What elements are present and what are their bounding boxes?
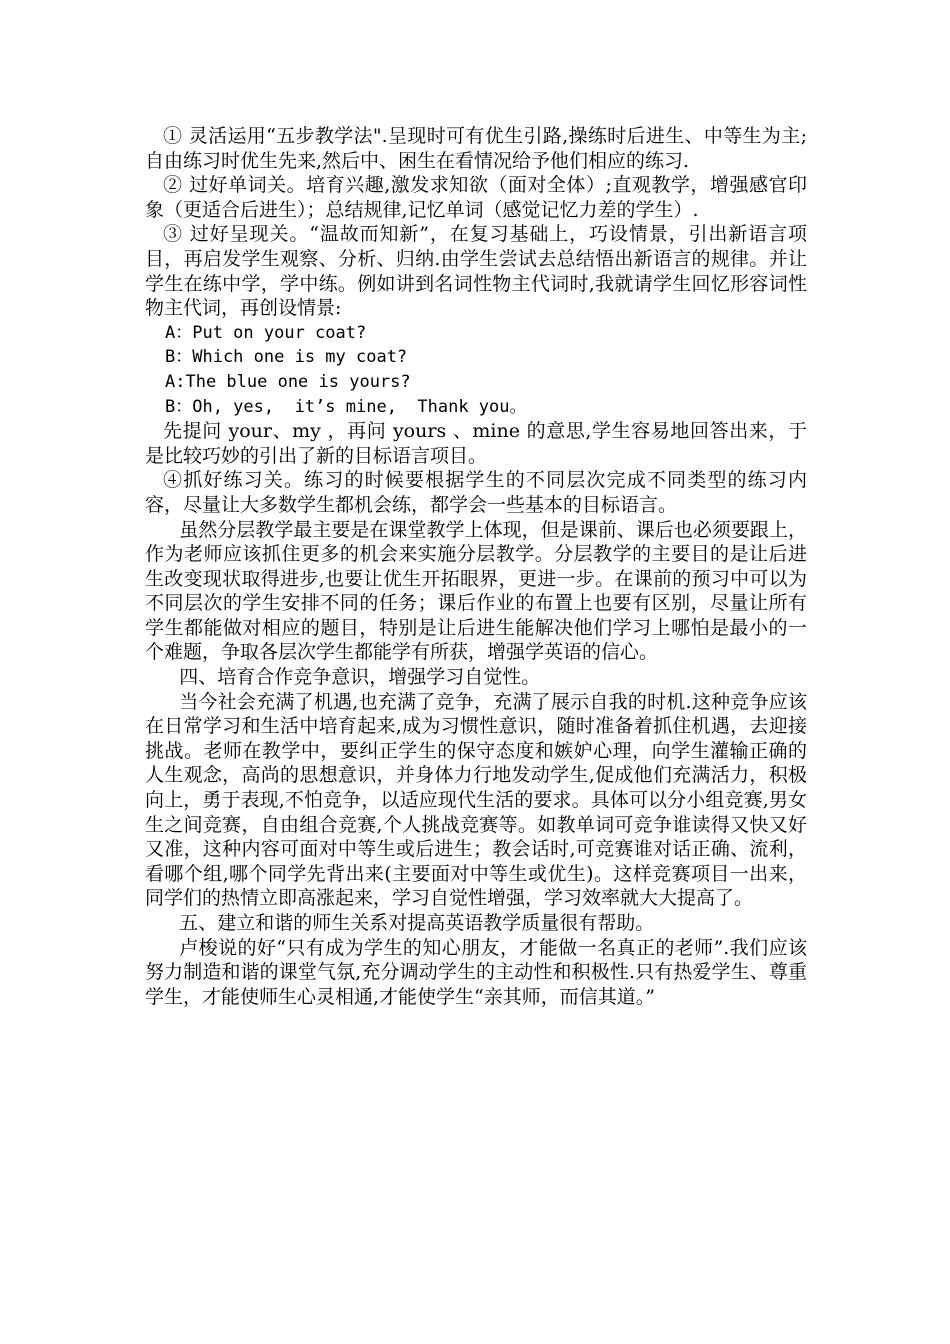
dialog-line: A：Put on your coat? (165, 322, 367, 343)
paragraph-layered-teaching: 虽然分层教学最主要是在课堂教学上体现，但是课前、课后也必须要跟上，作为老师应该抓住更多的机会来实施分层教学。分层教学的主要目的是让后进生改变现状取得进步,也要让优生开拓眼界，更进一步。在课前的预习中可以为不同层次的学生安排不同的任务；课后作业的布置上也要有区别，尽量让所有学生都能做对相应的题目，特别是让后进生能解决他们学习上哪怕是最小的一个难题，争取各层次学生都能学有所获，增强学英语的信心。 (145, 518, 807, 664)
paragraph-teacher-student: 卢梭说的好“只有成为学生的知心朋友，才能做一名真正的老师”.我们应该努力制造和谐的课堂气氛,充分调动学生的主动性和积极性.只有热爱学生、尊重学生，才能使师生心灵相通,才能使学生“亲其师，而信其道。” (145, 936, 807, 1008)
section-heading-five: 五、建立和谐的师生关系对提高英语教学质量很有帮助。 (179, 912, 655, 934)
dialog-line: A:The blue one is yours? (165, 371, 411, 392)
paragraph-vocabulary: ② 过好单词关。培育兴趣,激发求知欲（面对全体）;直观教学，增强感官印象（更适合后进生）；总结规律,记忆单词（感觉记忆力差的学生）. (145, 174, 807, 221)
paragraph-question-followup: 先提问 your、my ，再问 yours 、mine 的意思,学生容易地回答出来，于是比较巧妙的引出了新的目标语言项目。 (145, 420, 807, 467)
paragraph-practice: ④抓好练习关。练习的时候要根据学生的不同层次完成不同类型的练习内容，尽量让大多数学生都机会练，都学会一些基本的目标语言。 (145, 469, 807, 516)
paragraph-presentation: ③ 过好呈现关。“温故而知新”，在复习基础上，巧设情景，引出新语言项目，再启发学生观察、分析、归纳.由学生尝试去总结悟出新语言的规律。并让学生在练中学，学中练。例如讲到名词性物主代词时,我就请学生回忆形容词性物主代词，再创设情景: (145, 223, 807, 320)
dialog-example (145, 321, 807, 419)
dialog-line: B：Oh, yes, it’s mine, Thank you。 (165, 396, 527, 417)
paragraph-five-step-method: ① 灵活运用“五步教学法".呈现时可有优生引路,操练时后进生、中等生为主;自由练习时优生先来,然后中、困生在看情况给予他们相应的练习. (145, 125, 807, 172)
paragraph-competition: 当今社会充满了机遇,也充满了竞争，充满了展示自我的时机.这种竞争应该在日常学习和生活中培育起来,成为习惯性意识，随时准备着抓住机遇，去迎接挑战。老师在教学中，要纠正学生的保守态度和嫉妒心理，向学生灌输正确的人生观念，高尚的思想意识，并身体力行地发动学生,促成他们充满活力，积极向上，勇于表现,不怕竞争，以适应现代生活的要求。具体可以分小组竞赛,男女生之间竞赛，自由组合竞赛,个人挑战竞赛等。如教单词可竞争谁读得又快又好又准，这种内容可面对中等生或后进生；教会话时,可竞赛谁对话正确、流利，看哪个组,哪个同学先背出来(主要面对中等生或优生)。这样竞赛项目一出来，同学们的热情立即高涨起来，学习自觉性增强，学习效率就大大提高了。 (145, 690, 807, 910)
document-body (145, 124, 807, 1009)
dialog-line: B：Which one is my coat? (165, 347, 408, 368)
section-heading-four: 四、培育合作竞争意识，增强学习自觉性。 (179, 666, 541, 689)
